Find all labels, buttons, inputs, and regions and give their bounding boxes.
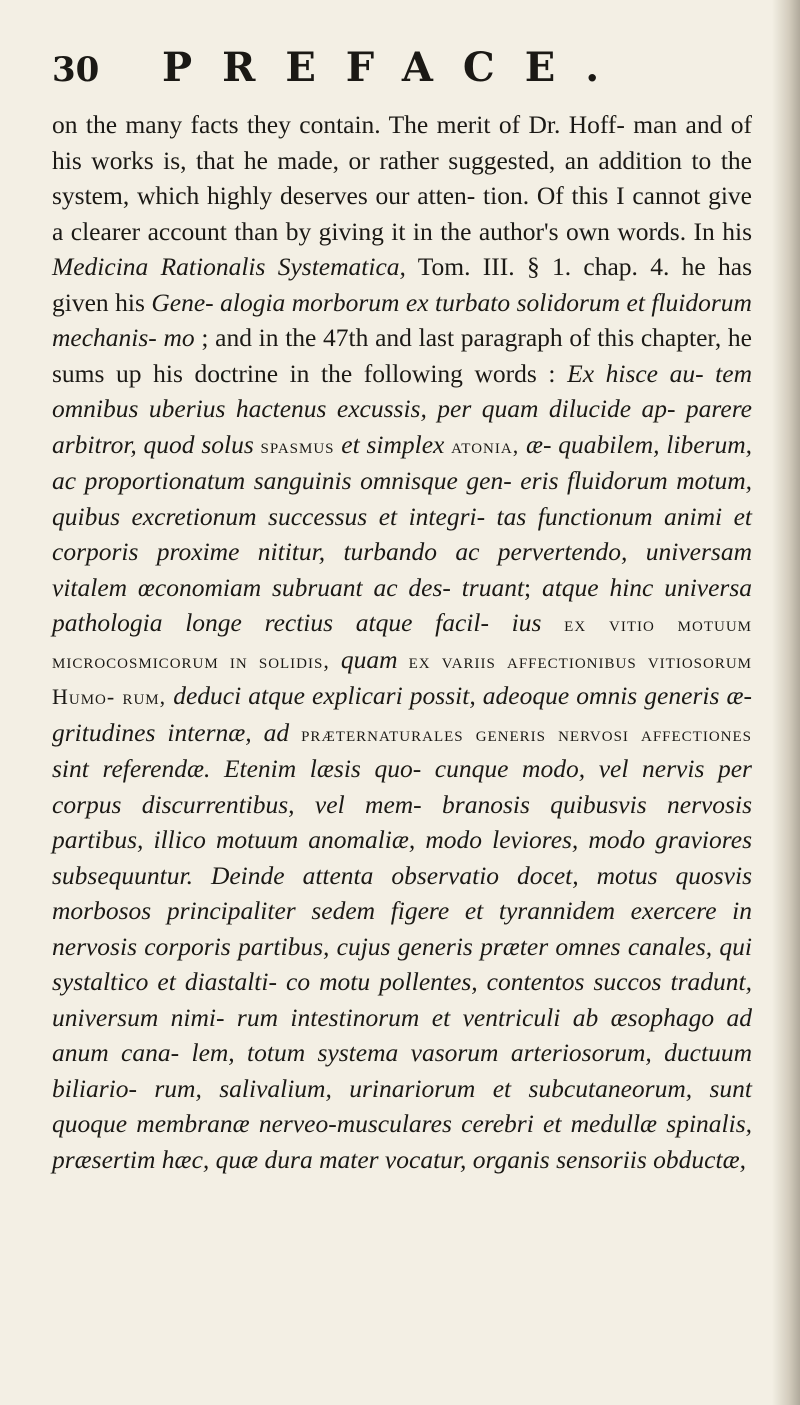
- text-italic: Gene- alogia morborum ex turbato solidorum et fluidorum mechanis- mo: [52, 287, 752, 352]
- running-head: PREFACE.: [162, 44, 630, 91]
- text-italic: quam: [329, 644, 409, 674]
- page-header: [52, 44, 752, 94]
- text-italic: atque hinc universa pathologia longe rectius atque facil- ius: [52, 572, 753, 637]
- text-italic: sint referendæ. Etenim læsis quo- cunque modo, vel nervis per corpus discurrentibus, vel mem- branosis quibusvis nervosis partibus, illico motuum anomaliæ, modo leviores, modo graviores subsequuntur. Deinde attenta observatio docet, motus quosvis morbosos principaliter sedem figere et tyrannidem exercere in nervosis corporis partibus, cujus generis præter omnes canales, qui systaltico et diastalti- co motu pollentes, contentos succos tradunt, universum nimi- rum intestinorum et ventriculi ab æsophago ad anum cana- lem, totum systema vasorum arteriosorum, ductuum biliario- rum, salivalium, urinariorum et subcutaneorum, sunt quoque membranæ nerveo-musculares cerebri et medullæ spinalis, præsertim hæc, quæ dura mater vocatur, organis sensoriis obductæ,: [52, 754, 752, 1174]
- page-number: 30: [52, 50, 100, 90]
- text-small-caps: præternaturales generis nervosi affectiones: [301, 720, 752, 746]
- text-roman: ;: [524, 572, 542, 602]
- text-italic: Medicina Rationalis Systematica,: [52, 252, 406, 281]
- text-roman: Tom. III. § 1. chap. 4. he has given his: [52, 252, 752, 317]
- paragraph: [52, 107, 752, 1177]
- text-italic: Ex hisce au- tem omnibus uberius hactenus excussis, per quam dilucide ap- parere arbitror, quod solus: [52, 358, 752, 459]
- text-small-caps: ex vitio motuum microcosmicorum in solidis,: [52, 611, 752, 673]
- text-italic: et simplex: [334, 429, 452, 459]
- text-small-caps: atonia,: [451, 432, 520, 458]
- text-roman: ; and in the 47th and last paragraph of this chapter, he sums up his doctrine in the following words :: [52, 323, 752, 388]
- text-italic: deduci atque explicari possit, adeoque omnis generis æ- gritudines internæ, ad: [52, 681, 752, 747]
- text-small-caps: ex variis affectionibus vitiosorum Humo- rum,: [52, 647, 753, 709]
- page-edge-shadow: [772, 0, 800, 1405]
- body-text: [52, 107, 752, 1177]
- text-roman: on the many facts they contain. The merit of Dr. Hoff- man and of his works is, that he made, or rather suggested, an addition to the system, which highly deserves our atten- tion. Of this I cannot give a clearer account than by giving it in the author's own words. In his: [52, 110, 752, 246]
- text-small-caps: spasmus: [260, 432, 335, 458]
- text-italic: æ- quabilem, liberum, ac proportionatum sanguinis omnisque gen- eris fluidorum motum, quibus excretionum successus et integri- tas functionum animi et corporis proxime nititur, turbando ac pervertendo, universam vitalem œconomiam subruant ac des- truant: [52, 429, 752, 602]
